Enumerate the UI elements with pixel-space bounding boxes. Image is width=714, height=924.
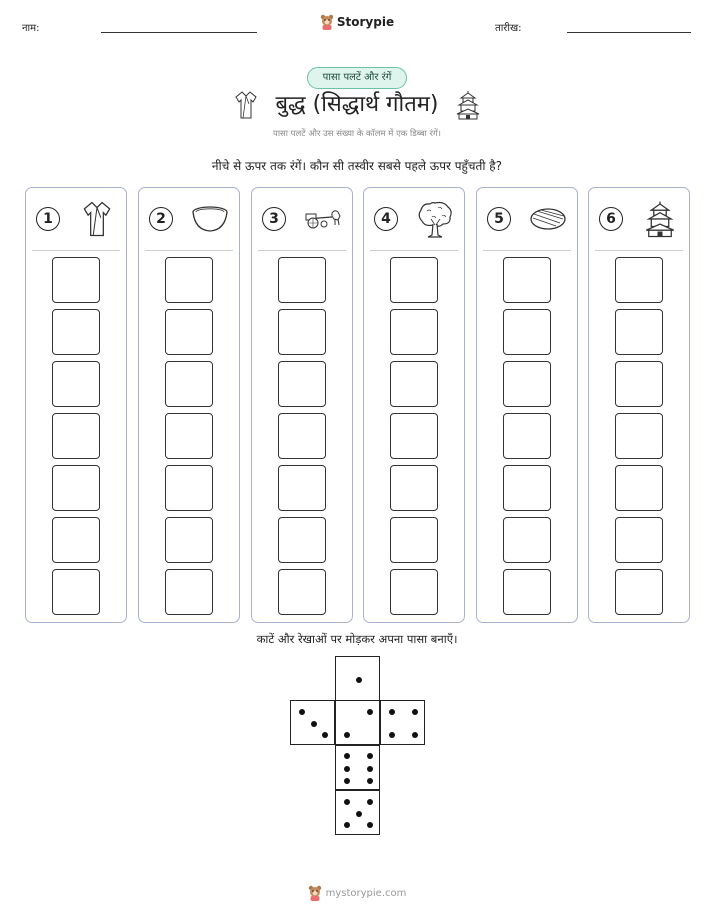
bowl-icon: [189, 199, 231, 239]
column-6: [588, 187, 690, 623]
column-header: [487, 200, 569, 238]
color-box[interactable]: [615, 309, 663, 355]
column-number: 5: [487, 207, 511, 231]
cushion-icon: [527, 199, 569, 239]
column-3: [251, 187, 353, 623]
die-pip: [344, 778, 350, 784]
die-pip: [344, 766, 350, 772]
color-box[interactable]: [165, 569, 213, 615]
die-pip: [344, 799, 350, 805]
color-box[interactable]: [165, 465, 213, 511]
die-face-3: [290, 700, 335, 745]
color-box[interactable]: [503, 517, 551, 563]
die-pip: [367, 766, 373, 772]
color-box[interactable]: [52, 309, 100, 355]
mascot-icon: [320, 14, 334, 30]
color-box[interactable]: [165, 517, 213, 563]
column-header: [599, 200, 681, 238]
column-number: 2: [149, 207, 173, 231]
die-pip: [344, 753, 350, 759]
color-box[interactable]: [165, 309, 213, 355]
color-box[interactable]: [278, 569, 326, 615]
subtitle: पासा पलटें और उस संख्या के कॉलम में एक डिब्बा रंगें।: [273, 129, 441, 139]
color-box[interactable]: [503, 361, 551, 407]
column-header: [36, 200, 118, 238]
color-box[interactable]: [615, 569, 663, 615]
color-box[interactable]: [390, 413, 438, 459]
die-pip: [322, 732, 328, 738]
color-boxes: [139, 257, 239, 615]
die-face-1: [335, 656, 380, 701]
color-boxes: [364, 257, 464, 615]
brand-logo: [0, 14, 714, 34]
name-label: नाम:: [22, 23, 40, 34]
color-box[interactable]: [615, 257, 663, 303]
color-box[interactable]: [278, 517, 326, 563]
chariot-icon: [302, 199, 344, 239]
temple-icon: [639, 199, 681, 239]
date-line[interactable]: [567, 32, 691, 33]
color-box[interactable]: [615, 465, 663, 511]
die-pip: [412, 709, 418, 715]
color-boxes: [26, 257, 126, 615]
color-box[interactable]: [52, 257, 100, 303]
die-pip: [344, 732, 350, 738]
robe-icon: [76, 199, 118, 239]
die-pip: [389, 732, 395, 738]
color-boxes: [589, 257, 689, 615]
die-face-2: [335, 700, 380, 745]
cut-instruction: काटें और रेखाओं पर मोड़कर अपना पासा बनाएँ।: [256, 632, 458, 646]
color-box[interactable]: [52, 361, 100, 407]
mascot-icon: [308, 885, 322, 901]
color-box[interactable]: [503, 413, 551, 459]
color-box[interactable]: [278, 257, 326, 303]
die-pip: [356, 811, 362, 817]
color-box[interactable]: [390, 517, 438, 563]
die-pip: [367, 753, 373, 759]
die-pip: [367, 799, 373, 805]
die-pip: [344, 822, 350, 828]
color-box[interactable]: [165, 361, 213, 407]
color-box[interactable]: [615, 361, 663, 407]
footer: [0, 885, 714, 905]
color-box[interactable]: [503, 309, 551, 355]
die-pip: [367, 778, 373, 784]
color-box[interactable]: [278, 361, 326, 407]
die-pip: [389, 709, 395, 715]
color-box[interactable]: [52, 413, 100, 459]
color-box[interactable]: [390, 465, 438, 511]
column-divider: [258, 250, 346, 251]
color-box[interactable]: [390, 257, 438, 303]
color-box[interactable]: [278, 309, 326, 355]
column-header: [374, 200, 456, 238]
die-face-4: [380, 700, 425, 745]
color-box[interactable]: [390, 361, 438, 407]
robe-icon: [234, 90, 258, 120]
column-number: 3: [262, 207, 286, 231]
column-number: 4: [374, 207, 398, 231]
column-number: 1: [36, 207, 60, 231]
color-box[interactable]: [390, 309, 438, 355]
color-box[interactable]: [52, 517, 100, 563]
activity-badge: पासा पलटें और रंगें: [307, 67, 407, 89]
color-boxes: [477, 257, 577, 615]
page-title: बुद्ध (सिद्धार्थ गौतम): [275, 92, 439, 117]
column-4: [363, 187, 465, 623]
column-divider: [145, 250, 233, 251]
die-pip: [412, 732, 418, 738]
color-box[interactable]: [278, 413, 326, 459]
column-header: [262, 200, 344, 238]
column-number: 6: [599, 207, 623, 231]
color-box[interactable]: [165, 413, 213, 459]
color-box[interactable]: [615, 517, 663, 563]
color-box[interactable]: [165, 257, 213, 303]
temple-icon: [456, 90, 480, 120]
brand-name: Storypie: [336, 15, 395, 29]
column-divider: [370, 250, 458, 251]
instruction-text: नीचे से ऊपर तक रंगें। कौन सी तस्वीर सबसे पहले ऊपर पहुँचती है?: [211, 159, 503, 173]
die-pip: [356, 677, 362, 683]
color-box[interactable]: [390, 569, 438, 615]
color-box[interactable]: [503, 569, 551, 615]
color-box[interactable]: [278, 465, 326, 511]
die-face-6: [335, 745, 380, 790]
date-label: तारीख:: [495, 23, 522, 34]
die-pip: [311, 721, 317, 727]
column-2: [138, 187, 240, 623]
color-box[interactable]: [615, 413, 663, 459]
column-1: [25, 187, 127, 623]
column-5: [476, 187, 578, 623]
color-box[interactable]: [503, 465, 551, 511]
color-boxes: [252, 257, 352, 615]
column-divider: [32, 250, 120, 251]
tree-icon: [414, 199, 456, 239]
column-divider: [483, 250, 571, 251]
die-pip: [367, 822, 373, 828]
column-header: [149, 200, 231, 238]
color-box[interactable]: [52, 465, 100, 511]
die-pip: [367, 709, 373, 715]
title-row: [0, 88, 714, 122]
column-divider: [595, 250, 683, 251]
die-face-5: [335, 790, 380, 835]
die-pip: [299, 709, 305, 715]
color-box[interactable]: [503, 257, 551, 303]
color-box[interactable]: [52, 569, 100, 615]
footer-url: mystorypie.com: [325, 887, 407, 899]
